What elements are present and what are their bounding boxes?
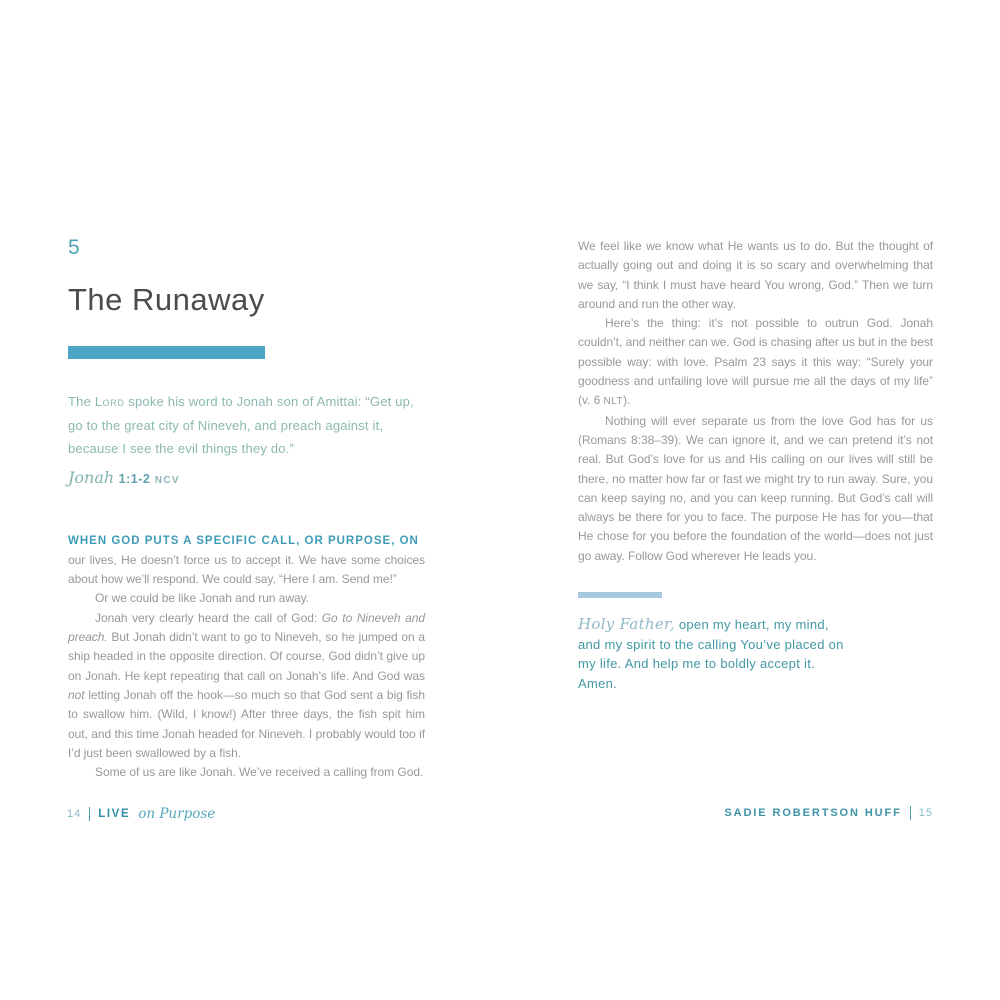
footer-left	[67, 806, 215, 822]
prayer-text	[578, 615, 854, 693]
scripture-part1: The	[68, 394, 95, 410]
italic-phrase: not	[68, 687, 85, 702]
italic-phrase: Go to Nineveh and preach.	[68, 610, 425, 645]
translation-abbrev: NLT	[603, 396, 624, 408]
body-paragraph: Some of us are like Jonah. We’ve received a calling from God.	[95, 765, 424, 780]
paragraph-segment: ).	[623, 393, 631, 408]
page-right	[578, 237, 933, 693]
title-accent-bar	[68, 346, 265, 359]
body-paragraph	[578, 314, 933, 411]
paragraph-segment: letting Jonah off the hook—so much so that God sent a big fish to swallow him. (Wild, I know!) After three days, the fish spit him out, and this time Jonah headed for Nineveh. I probably would too if I’d just been swallowed by a fish.	[68, 687, 425, 760]
reference-verses: 1:1-2	[118, 471, 151, 486]
footer-divider	[910, 806, 911, 820]
chapter-number: 5	[68, 236, 80, 259]
footer-divider	[89, 807, 90, 821]
page-number-left: 14	[67, 808, 82, 820]
author-name: SADIE ROBERTSON HUFF	[724, 807, 902, 819]
reference-translation: NCV	[154, 474, 180, 486]
body-paragraph	[68, 609, 425, 763]
lord-smallcaps: Lord	[94, 394, 125, 410]
lead-in-text: WHEN GOD PUTS A SPECIFIC CALL, OR PURPOSE, ON	[68, 534, 419, 547]
scripture-part2: spoke his word to Jonah son of Amittai: “Get up, go to the great city of Nineveh, and preach against it, because I see the evil things they do.”	[68, 394, 414, 457]
footer-right	[724, 806, 933, 820]
chapter-title: The Runaway	[68, 282, 265, 317]
body-paragraph: We feel like we know what He wants us to do. But the thought of actually going out and doing it is so scary and overwhelming that we say, “I think I must have heard You wrong, God.” Then we turn around and run the other way.	[578, 239, 933, 311]
scripture-reference	[68, 468, 425, 491]
book-title-script: on Purpose	[138, 806, 216, 822]
paragraph-segment: Jonah very clearly heard the call of God:	[95, 610, 322, 625]
prayer-accent-bar	[578, 592, 662, 598]
paragraph-segment: But Jonah didn’t want to go to Nineveh, so he jumped on a ship headed in the opposite direction. Of course, God didn’t give up on Jonah. He kept repeating that call on Jonah’s life. And God was	[68, 630, 425, 683]
prayer-opening: Holy Father,	[578, 615, 675, 634]
body-paragraph: our lives, He doesn’t force us to accept it. We have some choices about how we’ll respond. We could say, “Here I am. Send me!”	[68, 552, 425, 587]
prayer-body: open my heart, my mind, and my spirit to the calling You’ve placed on my life. And help me to boldly accept it. Amen.	[578, 617, 844, 691]
scripture-quote	[68, 390, 425, 461]
body-paragraph: Nothing will ever separate us from the love God has for us (Romans 8:38–39). We can ignore it, and we can pretend it’s not real. But God’s love for us and His calling on our lives will still be there, no matter how far or fast we might try to run away. Sure, you can keep saying no, and you can keep running. But God’s call will always be there for you to face. The purpose He has for you—that He chose for you before the foundation of the world—does not just go away. Follow God wherever He leads you.	[578, 413, 933, 563]
book-title-caps: LIVE	[98, 808, 131, 820]
body-paragraph: Or we could be like Jonah and run away.	[95, 591, 309, 606]
page-number-right: 15	[918, 807, 933, 819]
reference-book: Jonah	[68, 467, 115, 487]
paragraph-segment: Here’s the thing: it’s not possible to outrun God. Jonah couldn’t, and neither can we. God is chasing after us but in the best possible way: with love. Psalm 23 says it this way: “Surely your goodness and unfailing love will pursue me all the days of my life” (v. 6	[578, 316, 933, 408]
page-left	[68, 237, 425, 782]
